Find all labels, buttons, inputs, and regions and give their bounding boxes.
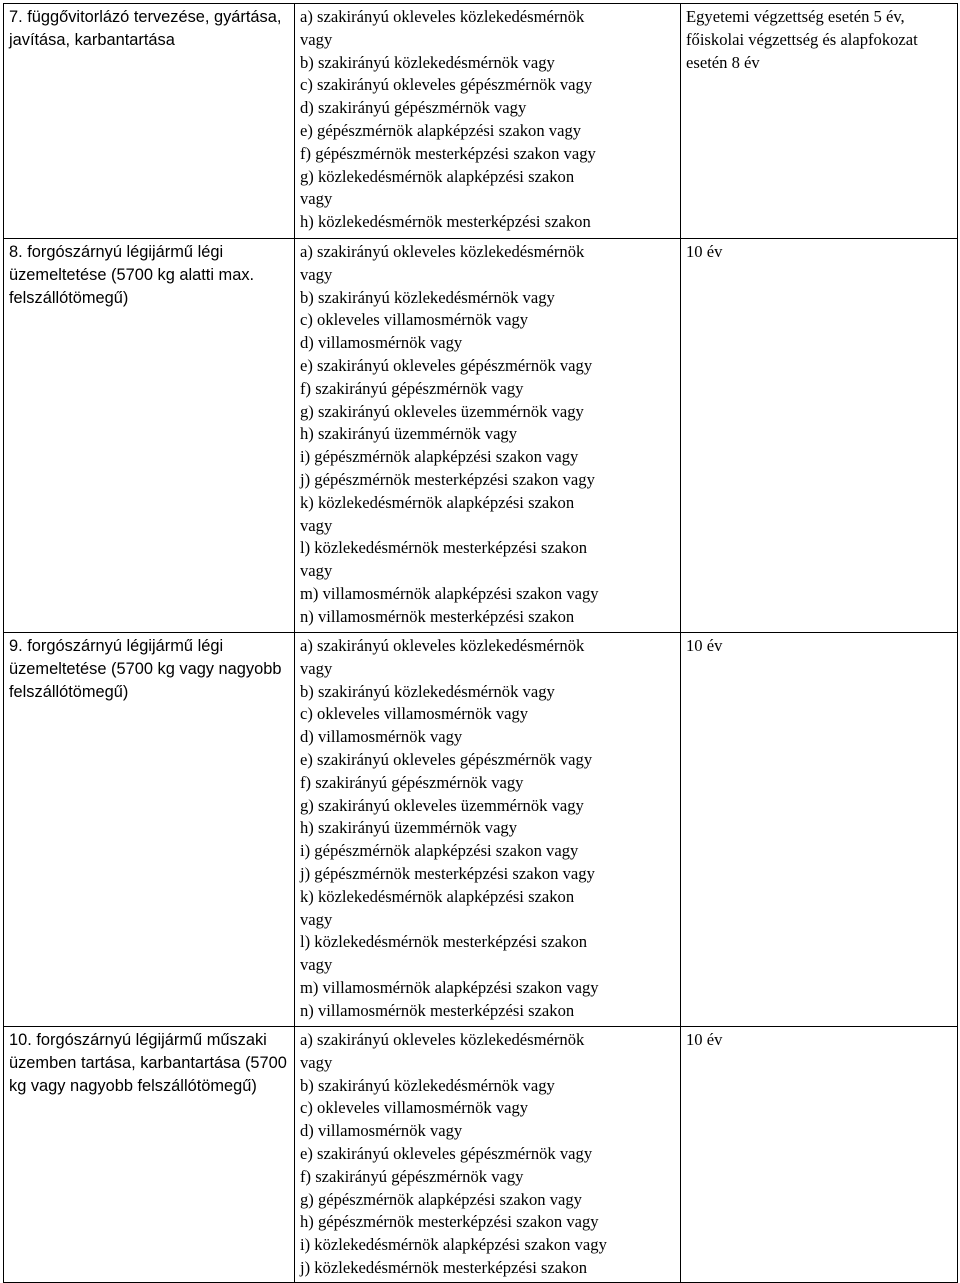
qualification-line: vagy bbox=[300, 658, 333, 678]
qualification-line: k) közlekedésmérnök alapképzési szakon bbox=[300, 492, 575, 512]
qualification-line: g) szakirányú okleveles üzemmérnök vagy bbox=[300, 401, 584, 421]
practice-cell: 10 év bbox=[681, 239, 958, 633]
qualifications-cell bbox=[295, 239, 681, 633]
qualification-line: n) villamosmérnök mesterképzési szakon bbox=[300, 1000, 575, 1020]
qualification-line: c) okleveles villamosmérnök vagy bbox=[300, 704, 529, 724]
table-row bbox=[4, 239, 958, 633]
qualification-line: vagy bbox=[300, 561, 333, 581]
qualification-line: m) villamosmérnök alapképzési szakon vagy bbox=[300, 583, 599, 603]
qualification-line: f) gépészmérnök mesterképzési szakon vagy bbox=[300, 143, 596, 163]
qualification-line: b) szakirányú közlekedésmérnök vagy bbox=[300, 52, 555, 72]
qualifications-cell bbox=[295, 4, 681, 239]
qualification-line: e) szakirányú okleveles gépészmérnök vagy bbox=[300, 355, 593, 375]
qualification-line: d) villamosmérnök vagy bbox=[300, 333, 463, 353]
qualification-list bbox=[300, 6, 676, 234]
qualification-line: g) szakirányú okleveles üzemmérnök vagy bbox=[300, 795, 584, 815]
qualification-line: n) villamosmérnök mesterképzési szakon bbox=[300, 606, 575, 626]
activity-cell: 8. forgószárnyú légijármű légi üzemeltetése (5700 kg alatti max. felszállótömegű) bbox=[4, 239, 295, 633]
table-row bbox=[4, 4, 958, 239]
qualification-line: d) szakirányú gépészmérnök vagy bbox=[300, 98, 527, 118]
qualification-line: g) gépészmérnök alapképzési szakon vagy bbox=[300, 1189, 582, 1209]
activity-cell: 10. forgószárnyú légijármű műszaki üzemben tartása, karbantartása (5700 kg vagy nagyobb felszállótömegű) bbox=[4, 1027, 295, 1283]
qualification-line: l) közlekedésmérnök mesterképzési szakon bbox=[300, 932, 588, 952]
qualification-line: vagy bbox=[300, 909, 333, 929]
qualification-line: a) szakirányú okleveles közlekedésmérnök bbox=[300, 636, 585, 655]
qualification-line: d) villamosmérnök vagy bbox=[300, 727, 463, 747]
qualification-line: l) közlekedésmérnök mesterképzési szakon bbox=[300, 538, 588, 558]
qualification-line: vagy bbox=[300, 1052, 333, 1072]
qualification-line: j) gépészmérnök mesterképzési szakon vagy bbox=[300, 469, 595, 489]
qualification-line: j) közlekedésmérnök mesterképzési szakon bbox=[300, 1257, 588, 1277]
activity-cell: 9. forgószárnyú légijármű légi üzemeltetése (5700 kg vagy nagyobb felszállótömegű) bbox=[4, 633, 295, 1027]
qualification-line: h) közlekedésmérnök mesterképzési szakon bbox=[300, 212, 591, 232]
qualification-list bbox=[300, 635, 676, 1023]
qualification-line: g) közlekedésmérnök alapképzési szakon bbox=[300, 166, 575, 186]
qualification-line: b) szakirányú közlekedésmérnök vagy bbox=[300, 681, 555, 701]
qualification-line: i) közlekedésmérnök alapképzési szakon vagy bbox=[300, 1235, 607, 1255]
qualification-line: f) szakirányú gépészmérnök vagy bbox=[300, 772, 524, 792]
qualification-line: e) szakirányú okleveles gépészmérnök vagy bbox=[300, 749, 593, 769]
qualification-line: f) szakirányú gépészmérnök vagy bbox=[300, 378, 524, 398]
qualification-line: j) gépészmérnök mesterképzési szakon vagy bbox=[300, 863, 595, 883]
practice-cell: 10 év bbox=[681, 633, 958, 1027]
practice-cell: Egyetemi végzettség esetén 5 év, főiskolai végzettség és alapfokozat esetén 8 év bbox=[681, 4, 958, 239]
qualification-line: vagy bbox=[300, 29, 333, 49]
qualification-line: e) gépészmérnök alapképzési szakon vagy bbox=[300, 120, 582, 140]
qualification-table bbox=[3, 3, 958, 1283]
qualification-line: m) villamosmérnök alapképzési szakon vagy bbox=[300, 977, 599, 997]
qualifications-cell bbox=[295, 633, 681, 1027]
qualification-line: f) szakirányú gépészmérnök vagy bbox=[300, 1166, 524, 1186]
qualification-line: i) gépészmérnök alapképzési szakon vagy bbox=[300, 841, 579, 861]
qualification-line: vagy bbox=[300, 515, 333, 535]
qualification-line: a) szakirányú okleveles közlekedésmérnök bbox=[300, 242, 585, 261]
qualification-line: c) okleveles villamosmérnök vagy bbox=[300, 1098, 529, 1118]
qualification-line: b) szakirányú közlekedésmérnök vagy bbox=[300, 1075, 555, 1095]
qualification-line: e) szakirányú okleveles gépészmérnök vagy bbox=[300, 1143, 593, 1163]
qualification-line: a) szakirányú okleveles közlekedésmérnök bbox=[300, 1030, 585, 1049]
activity-cell: 7. függővitorlázó tervezése, gyártása, javítása, karbantartása bbox=[4, 4, 295, 239]
qualifications-cell bbox=[295, 1027, 681, 1283]
qualification-line: d) villamosmérnök vagy bbox=[300, 1121, 463, 1141]
qualification-line: c) okleveles villamosmérnök vagy bbox=[300, 310, 529, 330]
qualification-line: h) szakirányú üzemmérnök vagy bbox=[300, 424, 518, 444]
qualification-line: i) gépészmérnök alapképzési szakon vagy bbox=[300, 447, 579, 467]
practice-cell: 10 év bbox=[681, 1027, 958, 1283]
qualification-line: c) szakirányú okleveles gépészmérnök vagy bbox=[300, 75, 593, 95]
qualification-line: b) szakirányú közlekedésmérnök vagy bbox=[300, 287, 555, 307]
qualification-line: h) szakirányú üzemmérnök vagy bbox=[300, 818, 518, 838]
table-row bbox=[4, 633, 958, 1027]
qualification-line: vagy bbox=[300, 264, 333, 284]
qualification-line: k) közlekedésmérnök alapképzési szakon bbox=[300, 886, 575, 906]
qualification-line: a) szakirányú okleveles közlekedésmérnök bbox=[300, 7, 585, 26]
qualification-line: h) gépészmérnök mesterképzési szakon vagy bbox=[300, 1212, 599, 1232]
qualification-list bbox=[300, 1029, 676, 1280]
table-row bbox=[4, 1027, 958, 1283]
qualification-list bbox=[300, 241, 676, 629]
qualification-line: vagy bbox=[300, 189, 333, 209]
qualification-line: vagy bbox=[300, 955, 333, 975]
